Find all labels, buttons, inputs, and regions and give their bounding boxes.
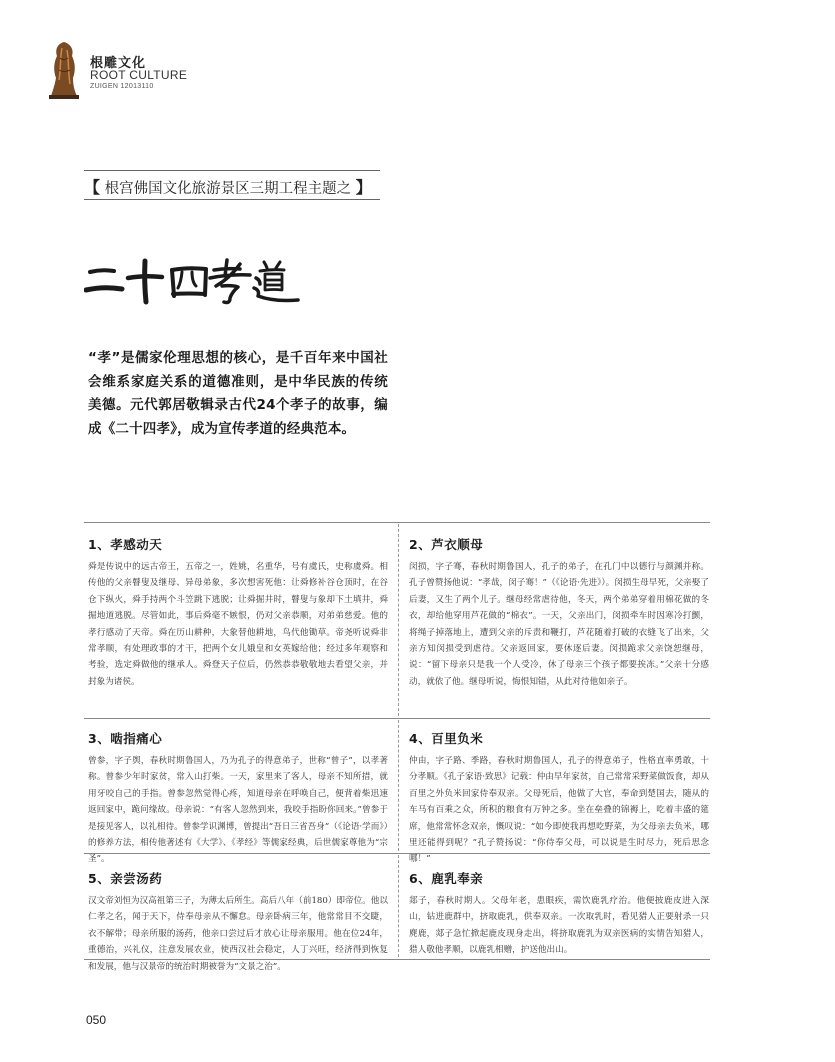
banner-bottom-rule: [84, 199, 380, 200]
story-body: 仲由，字子路、季路，春秋时期鲁国人，孔子的得意弟子，性格直率勇敢，十分孝顺。《孔子家语·致思》记载：仲由早年家贫，自己常常采野菜做饭食，却从百里之外负米回家侍奉双亲。父母死后，他做了大官，奉命到楚国去，随从的车马有百乘之众，所积的粮食有万钟之多。坐在垒叠的锦褥上，吃着丰盛的筵席，他常常怀念双亲，慨叹说：“如今即使我再想吃野菜，为父母亲去负米，哪里还能得到呢？”孔子赞扬说：“你侍奉父母，可以说是生时尽力，死后思念哪！”: [409, 756, 709, 865]
story-heading: 5、亲尝汤药: [88, 871, 163, 886]
root-carving-logo: [47, 40, 81, 100]
grid-rule-row1: [84, 718, 710, 719]
column-divider-2: [398, 720, 399, 851]
story-body: 汉文帝刘恒为汉高祖第三子，为薄太后所生。高后八年（前180）即帝位。他以仁孝之名，闻于天下，侍奉母亲从不懈怠。母亲卧病三年，他常常目不交睫，衣不解带；母亲所服的汤药，他亲口尝过后才放心让母亲服用。他在位24年，重德治，兴礼仪，注意发展农业，使西汉社会稳定，人丁兴旺，经济得到恢复和发展，他与汉景帝的统治时期被誉为“文景之治”。: [88, 896, 388, 972]
story-body: 舜是传说中的远古帝王，五帝之一，姓姚，名重华，号有虞氏，史称虞舜。相传他的父亲瞽叟及继母、异母弟象，多次想害死他：让舜修补谷仓顶时，在谷仓下纵火，舜手持两个斗笠跳下逃脱；让舜掘井时，瞽叟与象却下土填井，舜掘地道逃脱。尽管如此，事后舜毫不嫉恨，仍对父亲恭顺，对弟弟慈爱。他的孝行感动了天帝。舜在历山耕种，大象替他耕地，鸟代他锄草。帝尧听说舜非常孝顺，有处理政事的才干，把两个女儿娥皇和女英嫁给他；经过多年观察和考验，选定舜做他的继承人。舜登天子位后，仍然恭恭敬敬地去看望父亲，并封象为诸侯。: [88, 562, 388, 687]
banner-top-rule: [84, 170, 380, 171]
banner-close-bracket: 】: [355, 178, 372, 197]
page-number: 050: [86, 1013, 107, 1027]
masthead-title-cn: 根雕文化: [90, 56, 147, 71]
story-heading: 2、芦衣顺母: [409, 537, 484, 552]
banner-text: 根宫佛国文化旅游景区三期工程主题之: [100, 181, 356, 197]
intro-paragraph: “孝”是儒家伦理思想的核心，是千百年来中国社会维系家庭关系的道德准则，是中华民族的传统美德。元代郭居敬辑录古代24个孝子的故事，编成《二十四孝》，成为宣传孝道的经典范本。: [88, 350, 388, 437]
story-block: [88, 729, 388, 868]
calligraphy-title: [84, 256, 300, 306]
story-body: 闵损，字子骞，春秋时期鲁国人，孔子的弟子，在孔门中以德行与颜渊并称。孔子曾赞扬他说：“孝哉，闵子骞！”（《论语·先进》）。闵损生母早死，父亲娶了后妻，又生了两个儿子。继母经常虐待他，冬天，两个弟弟穿着用棉花做的冬衣，却给他穿用芦花做的“棉衣”。一天，父亲出门，闵损牵车时因寒冷打颤，将绳子掉落地上，遭到父亲的斥责和鞭打，芦花随着打破的衣缝飞了出来，父亲方知闵损受到虐待。父亲返回家，要休逐后妻。闵损跪求父亲饶恕继母，说：“留下母亲只是我一个人受冷，休了母亲三个孩子都要挨冻。”父亲十分感动，就依了他。继母听说，悔恨知错，从此对待他如亲子。: [409, 562, 709, 687]
masthead-title-en: ROOT CULTURE: [90, 68, 188, 82]
grid-rule-top: [84, 522, 710, 523]
story-block: [409, 869, 709, 959]
story-heading: 6、鹿乳奉亲: [409, 871, 484, 886]
story-block: [88, 535, 388, 690]
story-body: 曾参，字子舆，春秋时期鲁国人，乃为孔子的得意弟子，世称“曾子”，以孝著称。曾参少年时家贫，常入山打柴。一天，家里来了客人，母亲不知所措，就用牙咬自己的手指。曾参忽然觉得心疼，知道母亲在呼唤自己，便背着柴迅速返回家中，跪问缘故。母亲说：“有客人忽然到来，我咬手指盼你回来。”曾参于是接见客人，以礼相待。曾参学识渊博，曾提出“吾日三省吾身”（《论语·学而》）的修养方法，相传他著述有《大学》、《孝经》等儒家经典，后世儒家尊他为“宗圣”。: [88, 756, 388, 865]
theme-banner: [84, 175, 372, 198]
column-divider-3: [398, 855, 399, 957]
story-heading: 4、百里负米: [409, 731, 484, 746]
story-heading: 1、孝感动天: [88, 537, 163, 552]
banner-open-bracket: 【: [84, 178, 101, 197]
story-block: [409, 535, 709, 690]
story-block: [88, 869, 388, 975]
masthead-code: ZUIGEN 12013110: [90, 83, 154, 90]
story-heading: 3、啮指痛心: [88, 731, 163, 746]
column-divider-1: [398, 524, 399, 716]
story-block: [409, 729, 709, 868]
story-body: 郯子，春秋时期人。父母年老，患眼疾，需饮鹿乳疗治。他便披鹿皮进入深山，钻进鹿群中，挤取鹿乳，供奉双亲。一次取乳时，看见猎人正要射杀一只麂鹿，郯子急忙掀起鹿皮现身走出，将挤取鹿乳为双亲医病的实情告知猎人，猎人敬他孝顺，以鹿乳相赠，护送他出山。: [409, 896, 709, 956]
